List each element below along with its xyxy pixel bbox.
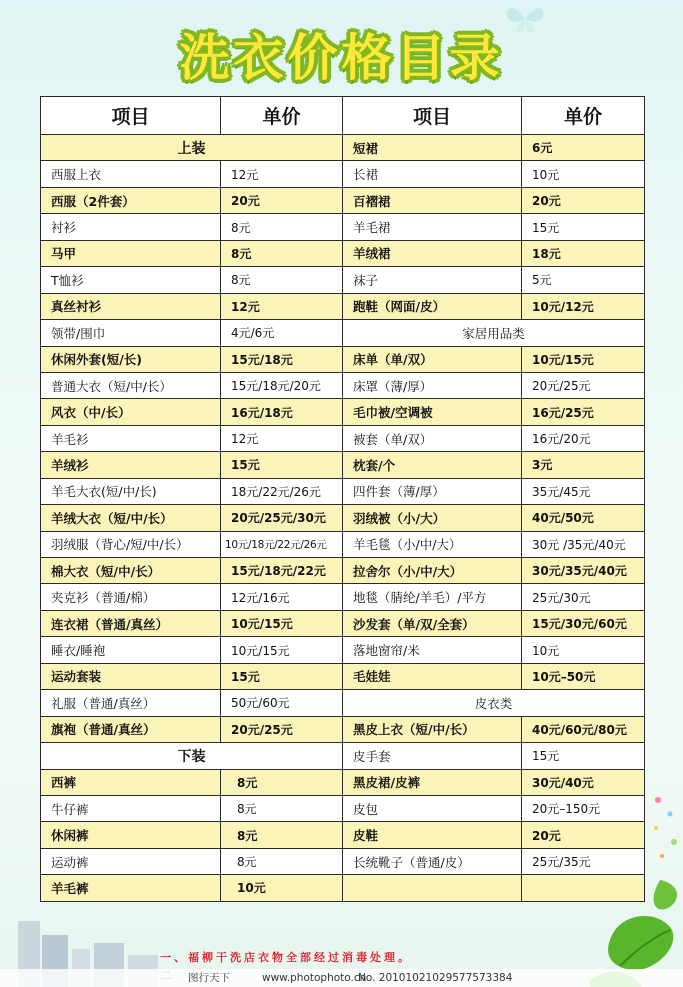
item-name-right: 被套（单/双） — [343, 425, 522, 451]
item-price-right: 18元 — [522, 240, 645, 266]
table-row — [41, 478, 645, 504]
price-table-body — [41, 135, 645, 902]
table-row — [41, 161, 645, 187]
item-price-right: 10元 — [522, 637, 645, 663]
item-name-right: 落地窗帘/米 — [343, 637, 522, 663]
table-row — [41, 558, 645, 584]
item-name-right: 羊毛毯（小/中/大） — [343, 531, 522, 557]
page-title: 洗衣价格目录 — [179, 29, 504, 87]
item-price-right: 20元 — [522, 822, 645, 848]
dots-decoration — [648, 790, 683, 870]
item-price-right: 35元/45元 — [522, 478, 645, 504]
item-name-right: 跑鞋（网面/皮） — [343, 293, 522, 319]
item-price-left: 12元 — [221, 161, 343, 187]
item-name-right: 黑皮上衣（短/中/长） — [343, 716, 522, 742]
item-name-left: 风衣（中/长） — [41, 399, 221, 425]
header-price-right: 单价 — [522, 97, 645, 135]
item-name-left: 棉大衣（短/中/长） — [41, 558, 221, 584]
table-row — [41, 452, 645, 478]
item-name-right: 床单（单/双） — [343, 346, 522, 372]
item-name-right: 皮鞋 — [343, 822, 522, 848]
item-name-right: 拉舍尔（小/中/大） — [343, 558, 522, 584]
item-name-left: 睡衣/睡袍 — [41, 637, 221, 663]
item-name-left: 牛仔裤 — [41, 795, 221, 821]
item-price-left: 15元/18元 — [221, 346, 343, 372]
item-price-left: 20元 — [221, 187, 343, 213]
item-price-right: 20元 — [522, 187, 645, 213]
header-item-right: 项目 — [343, 97, 522, 135]
item-price-left: 50元/60元 — [221, 690, 343, 716]
item-price-left: 10元/15元 — [221, 637, 343, 663]
item-price-right: 16元/25元 — [522, 399, 645, 425]
item-name-left: 礼服（普通/真丝） — [41, 690, 221, 716]
header-price-left: 单价 — [221, 97, 343, 135]
table-row — [41, 425, 645, 451]
item-price-right: 30元 /35元/40元 — [522, 531, 645, 557]
item-name-right: 沙发套（单/双/全套） — [343, 610, 522, 636]
table-row — [41, 743, 645, 769]
item-price-left: 12元/16元 — [221, 584, 343, 610]
table-row — [41, 187, 645, 213]
item-name-right: 长统靴子（普通/皮） — [343, 848, 522, 874]
item-price-right: 16元/20元 — [522, 425, 645, 451]
item-name-right: 枕套/个 — [343, 452, 522, 478]
item-name-right: 毛娃娃 — [343, 663, 522, 689]
section-header-right: 皮衣类 — [343, 690, 645, 716]
item-price-right: 15元 — [522, 214, 645, 240]
item-price-left: 10元/15元 — [221, 610, 343, 636]
item-price-right: 5元 — [522, 267, 645, 293]
item-name-right: 毛巾被/空调被 — [343, 399, 522, 425]
item-price-right: 25元/35元 — [522, 848, 645, 874]
item-name-right: 百褶裙 — [343, 187, 522, 213]
table-row — [41, 875, 645, 901]
item-price-right: 40元/60元/80元 — [522, 716, 645, 742]
item-name-left: 羊毛衫 — [41, 425, 221, 451]
item-name-right: 羽绒被（小/大） — [343, 505, 522, 531]
item-price-right: 10元/15元 — [522, 346, 645, 372]
item-price-left: 15元 — [221, 663, 343, 689]
item-price-left: 10元 — [221, 875, 343, 901]
item-price-right: 15元/30元/60元 — [522, 610, 645, 636]
table-header-row — [41, 97, 645, 135]
item-name-left: 衬衫 — [41, 214, 221, 240]
table-row — [41, 505, 645, 531]
item-name-left: 旗袍（普通/真丝） — [41, 716, 221, 742]
table-row — [41, 135, 645, 161]
item-name-left: 西服上衣 — [41, 161, 221, 187]
item-name-right: 床罩（薄/厚） — [343, 372, 522, 398]
item-name-left: 休闲外套(短/长) — [41, 346, 221, 372]
item-name-left: 羽绒服（背心/短/中/长） — [41, 531, 221, 557]
price-table — [40, 96, 645, 902]
item-price-left: 8元 — [221, 240, 343, 266]
table-row — [41, 372, 645, 398]
item-name-left: 运动套装 — [41, 663, 221, 689]
notice-text: 一、福柳干洗店衣物全部经过消毒处理。 — [160, 951, 412, 964]
watermark-site-name: 图行天下 — [188, 972, 230, 984]
item-price-right: 30元/40元 — [522, 769, 645, 795]
item-price-right: 25元/30元 — [522, 584, 645, 610]
item-name-right: 羊绒裙 — [343, 240, 522, 266]
section-header-left: 下装 — [41, 743, 343, 769]
item-name-left: 马甲 — [41, 240, 221, 266]
item-name-left: T恤衫 — [41, 267, 221, 293]
header-item-left: 项目 — [41, 97, 221, 135]
item-price-right: 20元–150元 — [522, 795, 645, 821]
item-price-left: 8元 — [221, 267, 343, 293]
table-row — [41, 531, 645, 557]
item-name-left: 休闲裤 — [41, 822, 221, 848]
item-price-right: 10元–50元 — [522, 663, 645, 689]
item-name-left: 领带/围巾 — [41, 320, 221, 346]
watermark-url: www.photophoto.cn — [262, 972, 367, 984]
table-row — [41, 399, 645, 425]
item-name-left: 羊绒大衣（短/中/长） — [41, 505, 221, 531]
item-name-left: 连衣裙（普通/真丝） — [41, 610, 221, 636]
item-price-left: 8元 — [221, 795, 343, 821]
table-row — [41, 240, 645, 266]
item-price-left: 8元 — [221, 822, 343, 848]
item-price-right: 30元/35元/40元 — [522, 558, 645, 584]
item-price-right: 6元 — [522, 135, 645, 161]
table-row — [41, 267, 645, 293]
section-header-left: 上装 — [41, 135, 343, 161]
item-name-left: 运动裤 — [41, 848, 221, 874]
item-price-left: 16元/18元 — [221, 399, 343, 425]
item-name-right: 四件套（薄/厚） — [343, 478, 522, 504]
item-price-left: 15元/18元/20元 — [221, 372, 343, 398]
item-name-right: 长裙 — [343, 161, 522, 187]
item-price-left: 8元 — [221, 214, 343, 240]
table-row — [41, 637, 645, 663]
item-price-left: 18元/22元/26元 — [221, 478, 343, 504]
item-name-left: 西裤 — [41, 769, 221, 795]
item-price-left: 15元 — [221, 452, 343, 478]
table-row — [41, 769, 645, 795]
item-price-right: 15元 — [522, 743, 645, 769]
item-name-right: 地毯（腈纶/羊毛）/平方 — [343, 584, 522, 610]
item-price-left: 10元/18元/22元/26元 — [221, 531, 343, 557]
table-row — [41, 293, 645, 319]
item-name-left: 普通大衣（短/中/长） — [41, 372, 221, 398]
item-price-right: 20元/25元 — [522, 372, 645, 398]
table-row — [41, 320, 645, 346]
watermark-id: No. 20101021029577573384 — [358, 972, 513, 984]
item-price-left: 8元 — [221, 848, 343, 874]
item-name-right: 皮包 — [343, 795, 522, 821]
watermark-bar — [0, 969, 683, 987]
item-price-left: 4元/6元 — [221, 320, 343, 346]
item-name-right: 短裙 — [343, 135, 522, 161]
item-name-right — [343, 875, 522, 901]
table-row — [41, 610, 645, 636]
table-row — [41, 822, 645, 848]
item-price-left: 12元 — [221, 425, 343, 451]
item-price-right: 10元/12元 — [522, 293, 645, 319]
table-row — [41, 214, 645, 240]
item-name-right: 袜子 — [343, 267, 522, 293]
item-name-left: 羊毛裤 — [41, 875, 221, 901]
table-row — [41, 690, 645, 716]
table-row — [41, 584, 645, 610]
item-name-right: 皮手套 — [343, 743, 522, 769]
item-price-left: 20元/25元 — [221, 716, 343, 742]
item-price-right: 40元/50元 — [522, 505, 645, 531]
table-row — [41, 663, 645, 689]
item-name-right: 黑皮裙/皮裤 — [343, 769, 522, 795]
item-price-right: 10元 — [522, 161, 645, 187]
item-name-right: 羊毛裙 — [343, 214, 522, 240]
item-name-left: 羊毛大衣(短/中/长) — [41, 478, 221, 504]
table-row — [41, 346, 645, 372]
item-name-left: 夹克衫（普通/棉） — [41, 584, 221, 610]
table-row — [41, 716, 645, 742]
item-name-left: 西服（2件套） — [41, 187, 221, 213]
item-price-left: 12元 — [221, 293, 343, 319]
item-price-right: 3元 — [522, 452, 645, 478]
item-price-left: 20元/25元/30元 — [221, 505, 343, 531]
section-header-right: 家居用品类 — [343, 320, 645, 346]
table-row — [41, 795, 645, 821]
table-row — [41, 848, 645, 874]
item-price-left: 15元/18元/22元 — [221, 558, 343, 584]
item-price-left: 8元 — [221, 769, 343, 795]
item-name-left: 真丝衬衫 — [41, 293, 221, 319]
item-name-left: 羊绒衫 — [41, 452, 221, 478]
